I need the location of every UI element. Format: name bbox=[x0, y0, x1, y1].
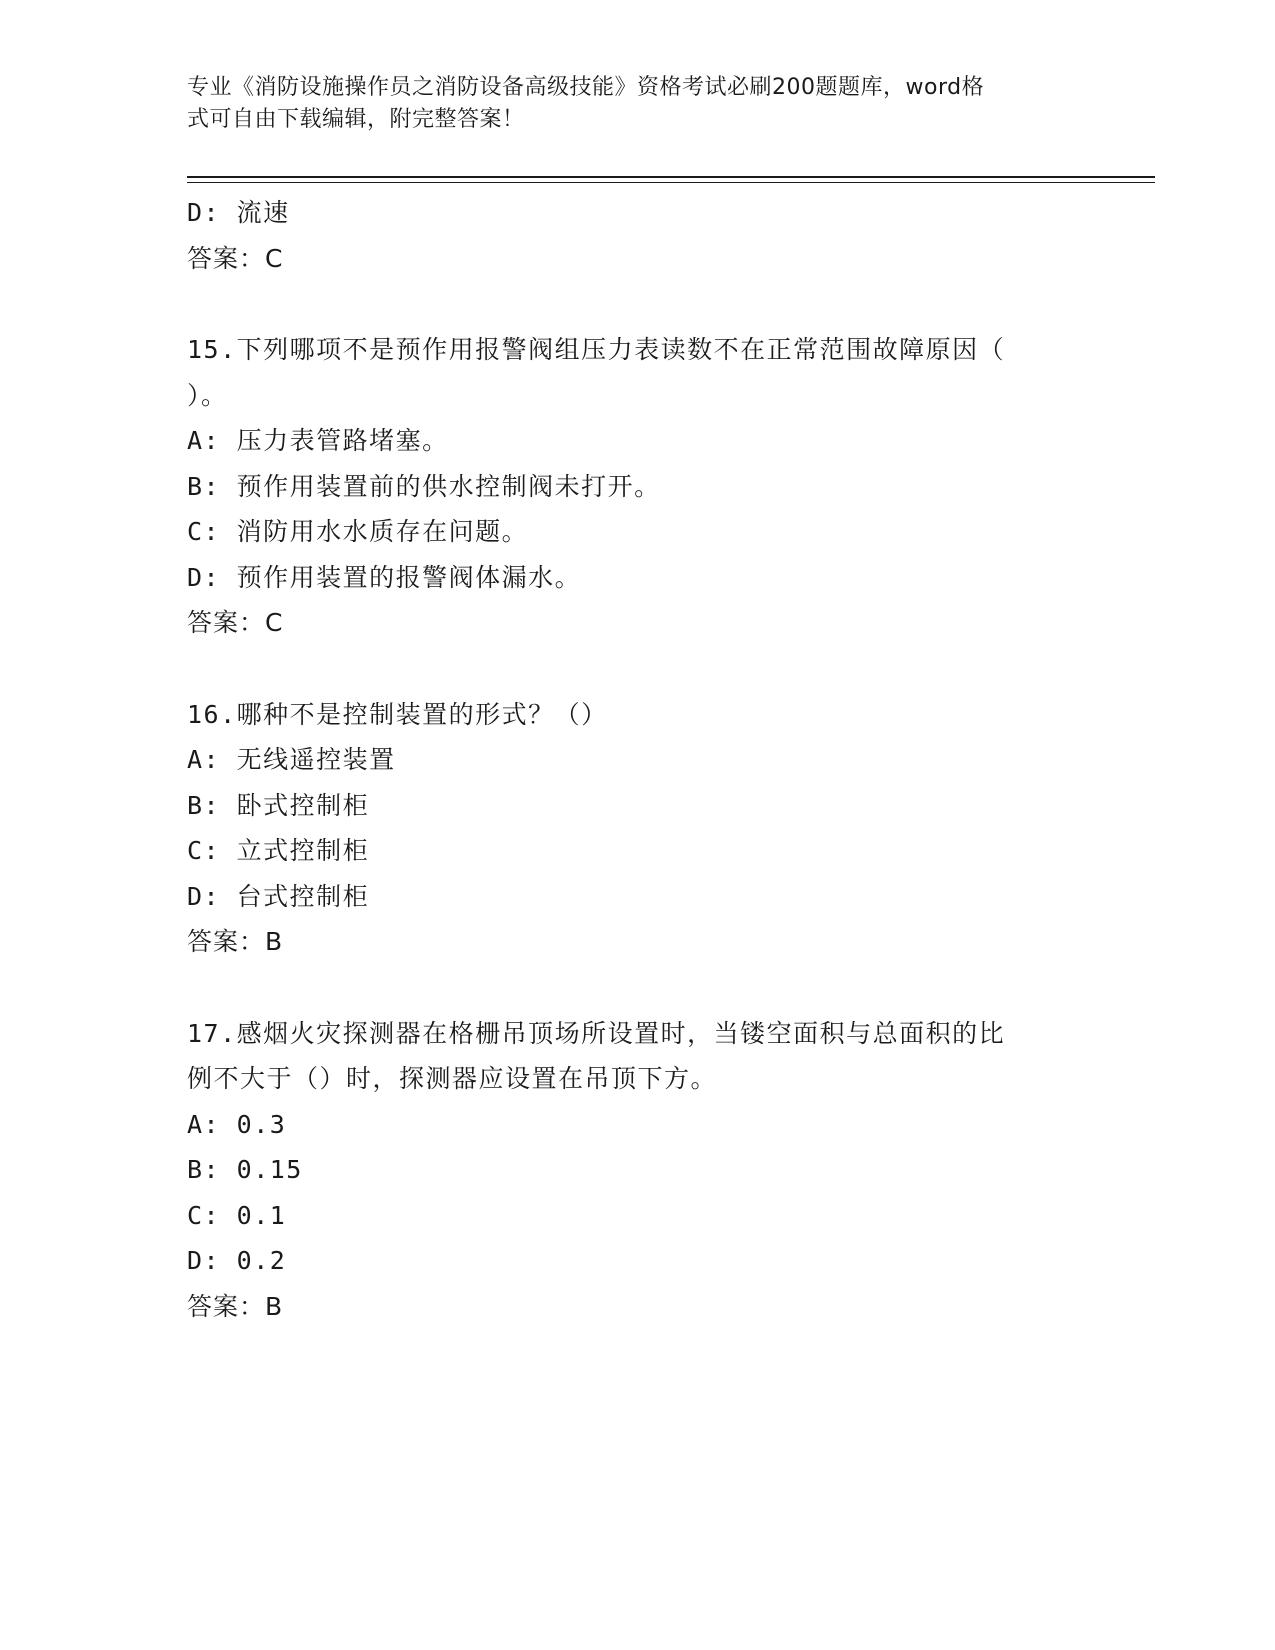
question-stem-continued: 例不大于（）时，探测器应设置在吊顶下方。 bbox=[187, 1064, 718, 1093]
header-divider-thick bbox=[187, 176, 1155, 178]
option-d: D: 台式控制柜 bbox=[187, 881, 370, 911]
question-stem: 16.哪种不是控制装置的形式？（） bbox=[187, 699, 608, 729]
question-16 bbox=[187, 692, 1087, 965]
answer-line: 答案：B bbox=[187, 927, 284, 956]
answer-line: 答案：C bbox=[187, 608, 284, 637]
option-c: C: 立式控制柜 bbox=[187, 836, 370, 865]
question-stem-continued: ）。 bbox=[187, 380, 228, 410]
option-c: C: 0.1 bbox=[187, 1200, 287, 1230]
option-b: B: 卧式控制柜 bbox=[187, 790, 370, 820]
option-b: B: 0.15 bbox=[187, 1155, 303, 1184]
option-d: D: 流速 bbox=[187, 198, 290, 227]
answer-line: 答案：B bbox=[187, 1291, 284, 1321]
document-header bbox=[187, 72, 1087, 136]
header-divider-thin bbox=[187, 182, 1155, 183]
question-fragment-14 bbox=[187, 190, 1087, 281]
option-b: B: 预作用装置前的供水控制阀未打开。 bbox=[187, 471, 661, 501]
option-a: A: 压力表管路堵塞。 bbox=[187, 426, 449, 455]
header-line-1: 专业《消防设施操作员之消防设备高级技能》资格考试必刷200题题库，word格 bbox=[187, 75, 985, 100]
option-a: A: 无线遥控装置 bbox=[187, 745, 396, 774]
option-d: D: 0.2 bbox=[187, 1246, 287, 1275]
question-17 bbox=[187, 1011, 1087, 1330]
spacer bbox=[187, 965, 1087, 1011]
option-a: A: 0.3 bbox=[187, 1109, 287, 1139]
option-c: C: 消防用水水质存在问题。 bbox=[187, 517, 529, 546]
answer-line: 答案：C bbox=[187, 243, 284, 273]
spacer bbox=[187, 646, 1087, 692]
header-line-2: 式可自由下载编辑，附完整答案！ bbox=[187, 107, 525, 132]
option-d: D: 预作用装置的报警阀体漏水。 bbox=[187, 562, 582, 592]
question-stem: 15.下列哪项不是预作用报警阀组压力表读数不在正常范围故障原因（ bbox=[187, 335, 1006, 364]
question-15 bbox=[187, 327, 1087, 646]
document-body bbox=[187, 190, 1087, 1329]
question-stem: 17.感烟火灾探测器在格栅吊顶场所设置时，当镂空面积与总面积的比 bbox=[187, 1018, 1006, 1048]
spacer bbox=[187, 281, 1087, 327]
